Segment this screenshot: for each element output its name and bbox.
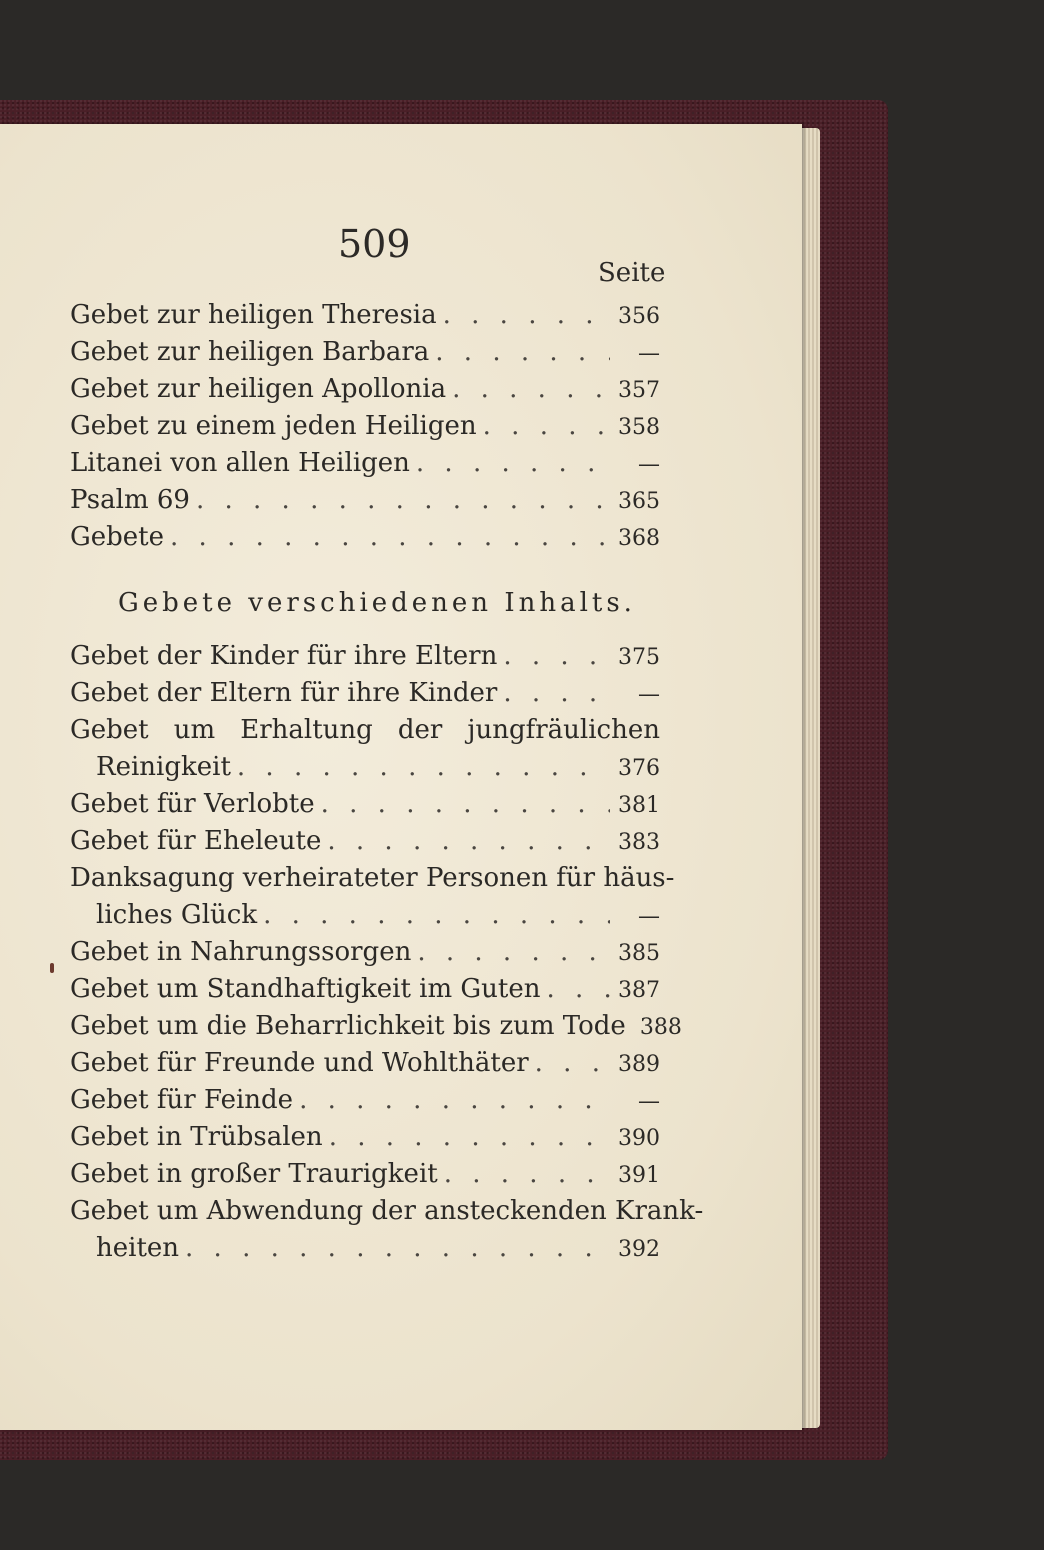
toc-entry-title: Gebet für Eheleute: [70, 826, 322, 856]
dot-leader: [535, 1048, 610, 1078]
toc-entry-title: Gebet um die Beharrlichkeit bis zum Tode: [70, 1011, 626, 1041]
toc-entry-first-line: Gebet um Erhaltung der jungfräulichen: [70, 715, 660, 745]
toc-entry-title: Gebet zur heiligen Apollonia: [70, 374, 447, 404]
toc-entry-page: 390: [618, 1126, 660, 1151]
dot-leader: [299, 1085, 610, 1115]
toc-entry-first-line: Danksagung verheirateter Personen für häus-: [70, 863, 675, 893]
toc-entry-title: Gebet für Verlobte: [70, 789, 315, 819]
toc-entry-page: 375: [618, 645, 660, 670]
toc-entry: [70, 374, 660, 411]
toc-entry: [70, 522, 660, 559]
toc-entry-page: 365: [618, 489, 660, 514]
page-number: 509: [338, 222, 411, 266]
toc-entry-title: Gebete: [70, 522, 165, 552]
toc-entry: [70, 641, 660, 678]
toc-entry-page: —: [638, 452, 660, 477]
toc-entry-title: Gebet für Freunde und Wohlthäter: [70, 1048, 529, 1078]
toc-entry-page: 389: [618, 1052, 660, 1077]
toc-entry-page: 391: [618, 1163, 660, 1188]
toc-entry: [70, 1085, 660, 1122]
dot-leader: [503, 678, 610, 708]
dot-leader: [503, 641, 610, 671]
toc-entry-title: Gebet der Kinder für ihre Eltern: [70, 641, 498, 671]
toc-entry: [70, 337, 660, 374]
toc-entry: [70, 900, 660, 937]
section-heading: Gebete verschiedenen Inhalts.: [118, 588, 636, 618]
dot-leader: [547, 974, 611, 1004]
table-of-contents: [70, 300, 704, 1270]
dot-leader: [416, 448, 610, 478]
dot-leader: [435, 337, 610, 367]
toc-entry: [70, 300, 660, 337]
toc-entry-title: liches Glück: [96, 900, 258, 930]
dot-leader: [263, 900, 610, 930]
column-header-seite: Seite: [598, 258, 666, 288]
toc-entry-page: —: [638, 1089, 660, 1114]
margin-pencil-mark: [50, 963, 54, 973]
toc-entry-title: Gebet in Nahrungssorgen: [70, 937, 412, 967]
toc-entry: [70, 789, 660, 826]
toc-entry-title: Gebet um Standhaftigkeit im Guten: [70, 974, 541, 1004]
dot-leader: [444, 1159, 610, 1189]
toc-entry: [70, 1048, 660, 1085]
toc-entry-page: 385: [618, 941, 660, 966]
toc-entry-title: Gebet zu einem jeden Heiligen: [70, 411, 477, 441]
toc-entry-page: 357: [618, 378, 660, 403]
toc-entry-page: 387: [618, 978, 660, 1003]
toc-entry-page: 368: [618, 526, 660, 551]
toc-entry-page: 358: [618, 415, 660, 440]
toc-entry-title: Reinigkeit: [96, 752, 231, 782]
toc-entry-title: Gebet für Feinde: [70, 1085, 294, 1115]
toc-entry: [70, 826, 660, 863]
dot-leader: [452, 374, 610, 404]
toc-entry: [70, 411, 660, 448]
toc-entry: [70, 1233, 660, 1270]
toc-entry-title: Gebet in großer Traurigkeit: [70, 1159, 438, 1189]
toc-entry-title: Gebet zur heiligen Theresia: [70, 300, 437, 330]
toc-entry: [70, 1011, 682, 1048]
dot-leader: [321, 789, 610, 819]
dot-leader: [483, 411, 610, 441]
toc-entry: [70, 448, 660, 485]
toc-entry: [70, 974, 660, 1011]
dot-leader: [237, 752, 610, 782]
toc-entry: [70, 1122, 660, 1159]
dot-leader: [170, 522, 610, 552]
dot-leader: [329, 1122, 610, 1152]
toc-entry-page: —: [638, 341, 660, 366]
dot-leader: [443, 300, 610, 330]
toc-entry-page: —: [638, 682, 660, 707]
toc-entry: [70, 485, 660, 522]
toc-entry: [70, 752, 660, 789]
dot-leader: [327, 826, 610, 856]
toc-entry-title: heiten: [96, 1233, 180, 1263]
toc-entry: [70, 678, 660, 715]
toc-entry-title: Gebet in Trübsalen: [70, 1122, 323, 1152]
toc-entry-page: 376: [618, 756, 660, 781]
toc-entry-page: 356: [618, 304, 660, 329]
toc-entry-page: 383: [618, 830, 660, 855]
dot-leader: [417, 937, 610, 967]
toc-entry-page: 381: [618, 793, 660, 818]
toc-entry-page: 388: [639, 1015, 682, 1040]
toc-entry-title: Psalm 69: [70, 485, 190, 515]
toc-entry-title: Gebet der Eltern für ihre Kinder: [70, 678, 498, 708]
toc-entry: [70, 1159, 660, 1196]
dot-leader: [196, 485, 610, 515]
toc-entry-title: Litanei von allen Heiligen: [70, 448, 410, 478]
toc-entry-page: 392: [618, 1237, 660, 1262]
toc-entry-title: Gebet zur heiligen Barbara: [70, 337, 430, 367]
toc-entry-first-line: Gebet um Abwendung der ansteckenden Krank-: [70, 1196, 704, 1226]
toc-entry-page: —: [638, 904, 660, 929]
dot-leader: [185, 1233, 610, 1263]
toc-entry: [70, 937, 660, 974]
